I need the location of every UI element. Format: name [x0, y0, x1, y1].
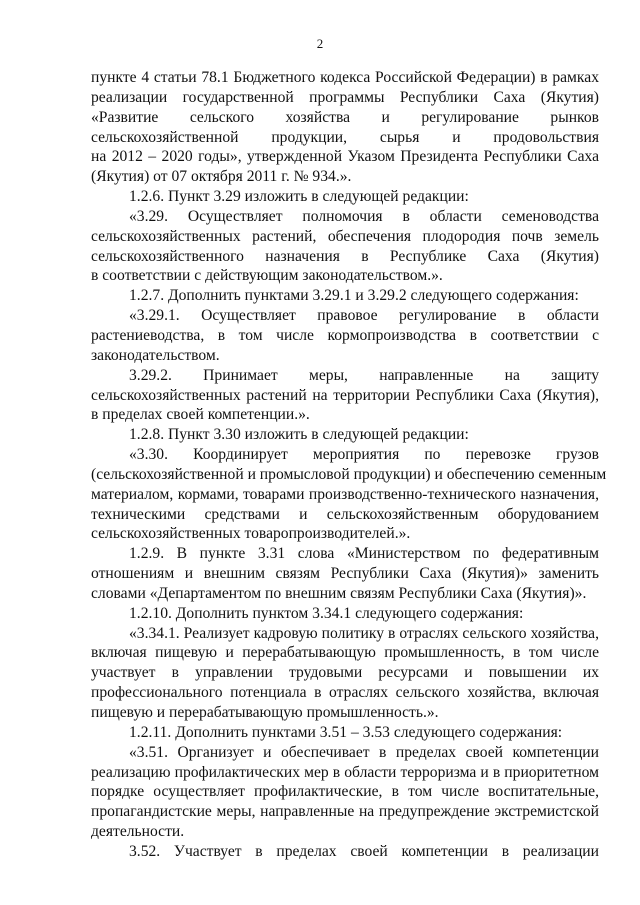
text-line: в пределах своей компетенции.». [91, 406, 310, 424]
text-line: 1.2.8. Пункт 3.30 изложить в следующей редакции: [129, 426, 469, 444]
text-line: порядке осуществляет профилактические, в том числе воспитательные, [91, 783, 599, 801]
text-line: растениеводства, в том числе кормопроизводства в соответствии с [91, 326, 599, 344]
text-line: 1.2.6. Пункт 3.29 изложить в следующей редакции: [129, 188, 469, 206]
text-line: профессионального потенциала в отраслях сельского хозяйства, включая [91, 684, 599, 702]
text-line: сельскохозяйственной продукции, сырья и продовольствия [91, 128, 599, 146]
text-line: реализации государственной программы Республики Саха (Якутия) [91, 88, 599, 106]
text-line: техническими средствами и сельскохозяйственным оборудованием [91, 505, 599, 523]
text-line: 3.52. Участвует в пределах своей компетенции в реализации [129, 842, 599, 860]
text-line: «3.51. Организует и обеспечивает в пределах своей компетенции [129, 743, 599, 761]
text-line: 1.2.9. В пункте 3.31 слова «Министерством по федеративным [129, 545, 599, 563]
text-line: участвует в управлении трудовыми ресурсами и повышении их [91, 664, 599, 682]
text-line: пункте 4 статьи 78.1 Бюджетного кодекса Российской Федерации) в рамках [91, 69, 599, 86]
text-line: на 2012 – 2020 годы», утвержденной Указом Президента Республики Саха [91, 148, 599, 166]
text-line: реализацию профилактических мер в области терроризма и в приоритетном [91, 763, 599, 781]
text-line: (Якутия) от 07 октября 2011 г. № 934.». [91, 168, 352, 186]
text-line: сельскохозяйственных растений, обеспечения плодородия почв земель [91, 227, 599, 245]
text-line: словами «Департаментом по внешним связям Республики Саха (Якутия)». [91, 584, 587, 602]
text-line: законодательством. [91, 346, 220, 364]
text-line: отношениям и внешним связям Республики Саха (Якутия)» заменить [91, 565, 599, 583]
text-line: (сельскохозяйственной и промысловой продукции) и обеспечению семенным [91, 465, 607, 483]
page-number: 2 [316, 36, 324, 51]
text-line: сельскохозяйственного назначения в Республике Саха (Якутия) [91, 247, 599, 265]
text-line: пропагандистские меры, направленные на предупреждение экстремистской [91, 803, 599, 821]
text-line: 3.29.2. Принимает меры, направленные на защиту [129, 366, 599, 384]
text-line: материалом, кормами, товарами производственно-технического назначения, [91, 485, 599, 503]
text-line: «3.29. Осуществляет полномочия в области семеноводства [129, 207, 599, 225]
text-line: сельскохозяйственных товаропроизводителей.». [91, 525, 411, 543]
text-line: «Развитие сельского хозяйства и регулирование рынков [91, 108, 599, 126]
text-line: «3.30. Координирует мероприятия по перевозке грузов [129, 446, 599, 464]
text-line: в соответствии с действующим законодательством.». [91, 267, 443, 285]
text-line: включая пищевую и перерабатывающую промышленность, в том числе [91, 644, 599, 662]
text-line: сельскохозяйственных растений на территории Республики Саха (Якутия), [91, 386, 599, 404]
text-line: «3.29.1. Осуществляет правовое регулирование в области [129, 307, 599, 325]
document-body [91, 68, 607, 862]
text-line: 1.2.7. Дополнить пунктами 3.29.1 и 3.29.2 следующего содержания: [129, 287, 579, 305]
text-line: 1.2.11. Дополнить пунктами 3.51 – 3.53 следующего содержания: [129, 723, 563, 741]
text-line: 1.2.10. Дополнить пунктом 3.34.1 следующего содержания: [129, 604, 524, 622]
text-line: пищевую и перерабатывающую промышленность.». [91, 704, 439, 721]
text-line: деятельности. [91, 823, 185, 841]
text-line: «3.34.1. Реализует кадровую политику в отраслях сельского хозяйства, [129, 624, 599, 642]
